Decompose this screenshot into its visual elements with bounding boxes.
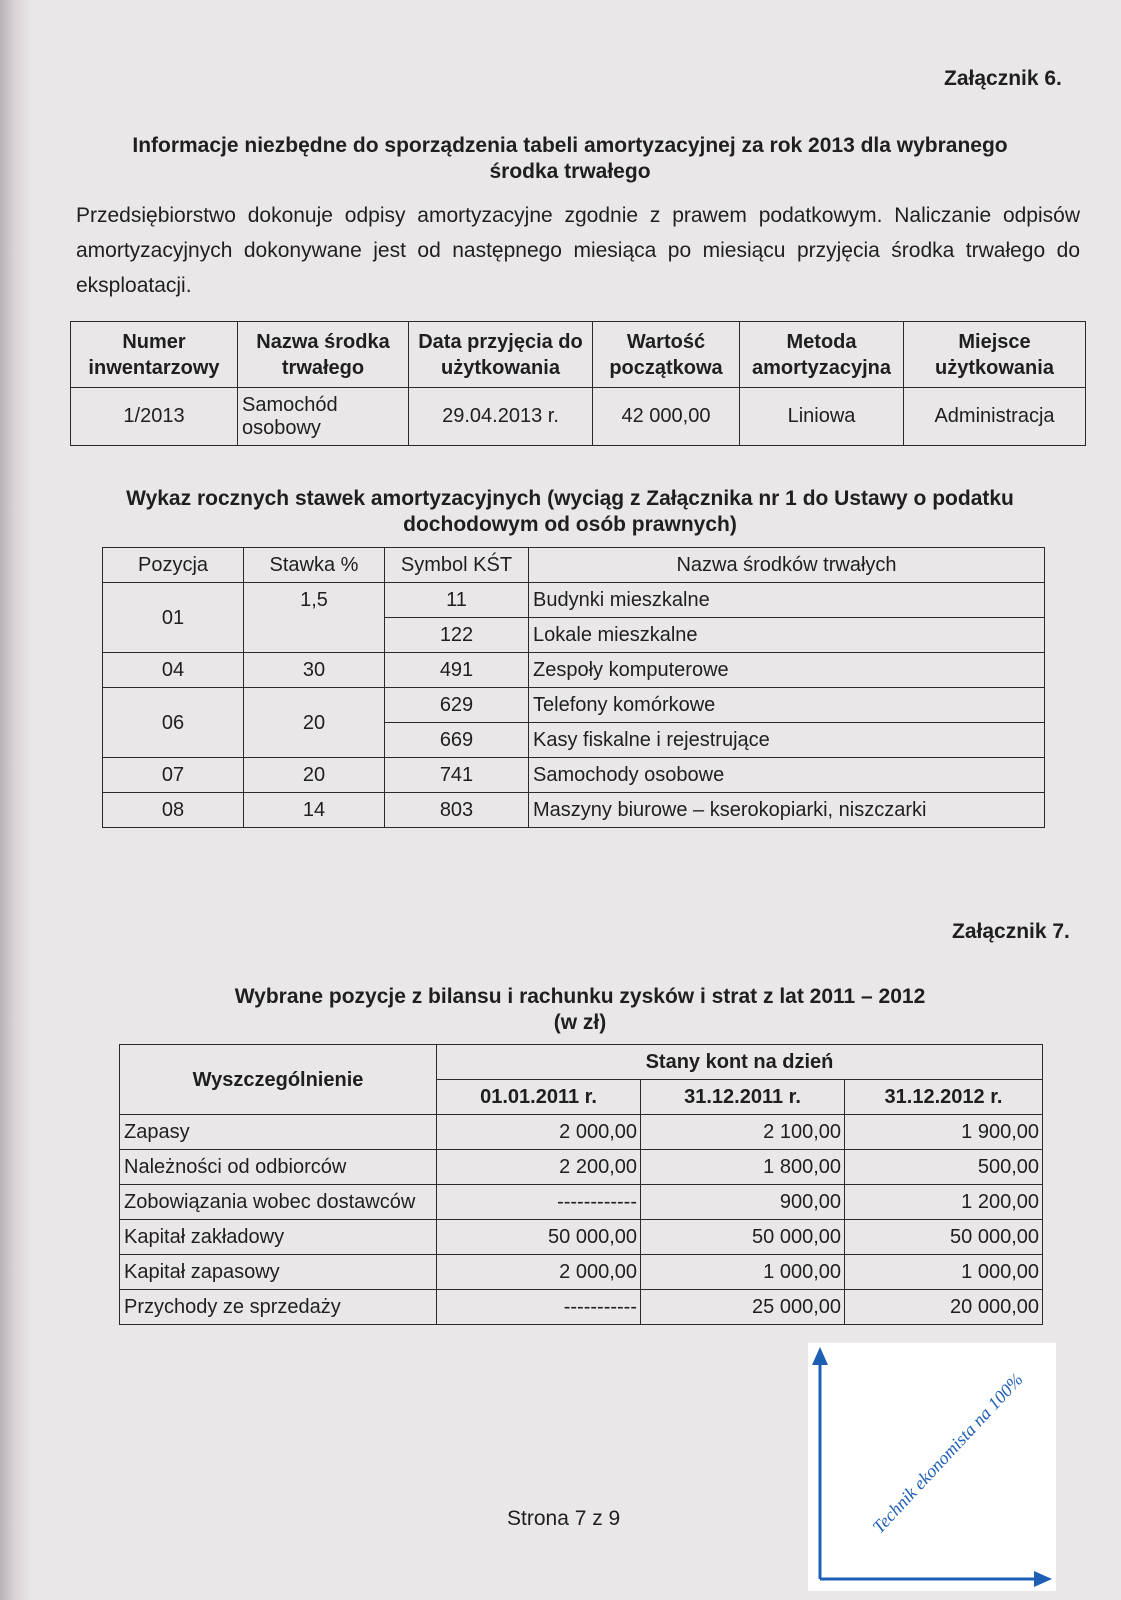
rates-stawka: 30 [244,653,385,688]
balance-label: Należności od odbiorców [120,1150,437,1185]
balance-label: Kapitał zapasowy [120,1255,437,1290]
asset-cell: 42 000,00 [593,388,740,446]
balance-value: 1 200,00 [845,1185,1043,1220]
balance-value: 50 000,00 [845,1220,1043,1255]
balance-label: Zobowiązania wobec dostawców [120,1185,437,1220]
rates-pozycja: 01 [103,583,244,653]
rates-row [103,793,1045,828]
asset-cell: Administracja [904,388,1086,446]
annex6-title-line1: Informacje niezbędne do sporządzenia tabeli amortyzacyjnej za rok 2013 dla wybranego [132,134,1008,157]
balance-value: 50 000,00 [437,1220,641,1255]
asset-header: Data przyjęcia do użytkowania [409,322,593,388]
rates-kst: 11 [385,583,529,618]
rates-header: Nazwa środków trwałych [529,548,1045,583]
asset-header: Numer inwentarzowy [71,322,238,388]
balance-date-header: 31.12.2012 r. [845,1080,1043,1115]
balance-col-header: Wyszczególnienie [120,1045,437,1115]
annex6-title-line2: środka trwałego [489,160,651,183]
rates-title-line2: dochodowym od osób prawnych) [403,513,737,536]
balance-group-header-row [120,1045,1043,1080]
page-number: Strona 7 z 9 [507,1507,621,1530]
balance-value: ------------ [437,1185,641,1220]
rates-header-row [103,548,1045,583]
balance-value: 1 000,00 [845,1255,1043,1290]
balance-label: Zapasy [120,1115,437,1150]
asset-header: Nazwa środka trwałego [238,322,409,388]
rates-row [103,688,1045,723]
rates-stawka: 20 [244,758,385,793]
balance-value: 900,00 [641,1185,845,1220]
balance-row [120,1290,1043,1325]
rates-name: Zespoły komputerowe [529,653,1045,688]
asset-header: Metoda amortyzacyjna [740,322,904,388]
annex7-title-line1: Wybrane pozycje z bilansu i rachunku zysków i strat z lat 2011 – 2012 [234,985,926,1008]
rates-kst: 803 [385,793,529,828]
rates-stawka: 14 [244,793,385,828]
balance-value: 25 000,00 [641,1290,845,1325]
balance-label: Kapitał zakładowy [120,1220,437,1255]
balance-date-header: 31.12.2011 r. [641,1080,845,1115]
rates-name: Kasy fiskalne i rejestrujące [529,723,1045,758]
balance-value: 1 800,00 [641,1150,845,1185]
rates-row [103,653,1045,688]
rates-title-line1: Wykaz rocznych stawek amortyzacyjnych (wyciąg z Załącznika nr 1 do Ustawy o podatku [126,487,1014,510]
rates-stawka: 1,5 [244,583,385,653]
rates-kst: 491 [385,653,529,688]
rates-row [103,583,1045,618]
rates-header: Stawka % [244,548,385,583]
asset-cell: 1/2013 [71,388,238,446]
asset-table [70,321,1086,446]
balance-value: 2 100,00 [641,1115,845,1150]
balance-value: 2 200,00 [437,1150,641,1185]
asset-cell: 29.04.2013 r. [409,388,593,446]
rates-kst: 669 [385,723,529,758]
balance-value: 2 000,00 [437,1115,641,1150]
rates-name: Maszyny biurowe – kserokopiarki, niszczarki [529,793,1045,828]
asset-table-row [71,388,1086,446]
balance-label: Przychody ze sprzedaży [120,1290,437,1325]
rates-name: Telefony komórkowe [529,688,1045,723]
balance-group-header: Stany kont na dzień [437,1045,1043,1080]
balance-row [120,1115,1043,1150]
annex7-title-line2: (w zł) [553,1011,607,1034]
annex6-label: Załącznik 6. [944,67,1062,90]
rates-name: Budynki mieszkalne [529,583,1045,618]
annex7-label: Załącznik 7. [952,920,1070,943]
scan-edge-shadow [0,0,32,1600]
balance-date-header: 01.01.2011 r. [437,1080,641,1115]
rates-kst: 122 [385,618,529,653]
asset-header: Miejsce użytkowania [904,322,1086,388]
watermark-logo [808,1343,1056,1591]
annex6-title [70,133,1070,185]
rates-kst: 629 [385,688,529,723]
rates-row [103,758,1045,793]
balance-value: 2 000,00 [437,1255,641,1290]
balance-row [120,1255,1043,1290]
rates-name: Lokale mieszkalne [529,618,1045,653]
balance-row [120,1150,1043,1185]
rates-pozycja: 08 [103,793,244,828]
asset-cell: Liniowa [740,388,904,446]
rates-table [102,547,1045,828]
rates-title [70,486,1070,538]
balance-value: 1 900,00 [845,1115,1043,1150]
watermark-text: Technik ekonomista na 100% [868,1369,1027,1538]
balance-value: ----------- [437,1290,641,1325]
balance-value: 1 000,00 [641,1255,845,1290]
annex7-title [100,984,1060,1036]
rates-stawka: 20 [244,688,385,758]
balance-table [119,1044,1043,1325]
annex6-paragraph: Przedsiębiorstwo dokonuje odpisy amortyzacyjne zgodnie z prawem podatkowym. Naliczanie odpisów amortyzacyjnych dokonywane jest od następnego miesiąca po miesiącu przyjęcia środka trwałego do eksploatacji. [76,204,1080,297]
rates-kst: 741 [385,758,529,793]
asset-table-header-row [71,322,1086,388]
balance-value: 500,00 [845,1150,1043,1185]
asset-cell: Samochód osobowy [238,388,409,446]
rates-pozycja: 06 [103,688,244,758]
balance-value: 20 000,00 [845,1290,1043,1325]
balance-row [120,1185,1043,1220]
rates-header: Symbol KŚT [385,548,529,583]
rates-header: Pozycja [103,548,244,583]
balance-row [120,1220,1043,1255]
rates-pozycja: 04 [103,653,244,688]
asset-header: Wartość początkowa [593,322,740,388]
rates-name: Samochody osobowe [529,758,1045,793]
rates-pozycja: 07 [103,758,244,793]
balance-value: 50 000,00 [641,1220,845,1255]
